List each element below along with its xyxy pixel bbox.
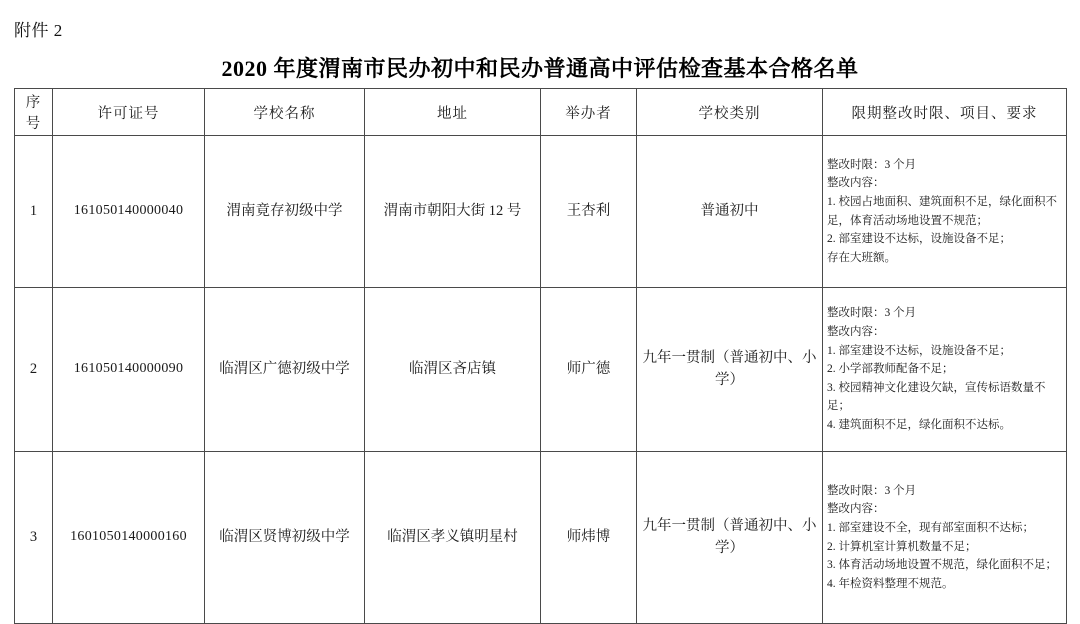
table-header-row xyxy=(15,89,1067,136)
requirement-line: 1. 校园占地面积、建筑面积不足，绿化面积不足，体育活动场地设置不规范； xyxy=(827,195,1057,227)
column-header-founder: 举办者 xyxy=(541,89,637,136)
approval-table xyxy=(14,88,1067,624)
cell-index: 1 xyxy=(15,136,53,288)
cell-address: 渭南市朝阳大街 12 号 xyxy=(365,136,541,288)
column-header-address: 地址 xyxy=(365,89,541,136)
cell-index: 2 xyxy=(15,288,53,452)
requirement-line: 4. 年检资料整理不规范。 xyxy=(827,577,954,590)
table-row xyxy=(15,136,1067,288)
cell-requirements xyxy=(823,288,1067,452)
column-header-type: 学校类别 xyxy=(637,89,823,136)
column-header-school: 学校名称 xyxy=(205,89,365,136)
cell-type: 普通初中 xyxy=(637,136,823,288)
cell-license: 161050140000040 xyxy=(53,136,205,288)
page-title: 2020 年度渭南市民办初中和民办普通高中评估检查基本合格名单 xyxy=(221,56,859,81)
cell-address: 临渭区吝店镇 xyxy=(365,288,541,452)
requirement-line: 4. 建筑面积不足，绿化面积不达标。 xyxy=(827,419,1011,432)
requirement-line: 1. 部室建设不全，现有部室面积不达标； xyxy=(827,521,1034,534)
requirement-line: 2. 计算机室计算机数量不足； xyxy=(827,540,977,553)
requirement-line: 3. 校园精神文化建设欠缺，宣传标语数量不足； xyxy=(827,381,1046,413)
requirement-line: 3. 体育活动场地设置不规范，绿化面积不足； xyxy=(827,559,1057,572)
table-container xyxy=(14,88,1066,624)
requirement-line: 1. 部室建设不达标，设施设备不足； xyxy=(827,344,1011,357)
cell-license: 161050140000090 xyxy=(53,288,205,452)
cell-founder: 王杏利 xyxy=(541,136,637,288)
requirement-line: 整改时限：3 个月 xyxy=(827,158,917,171)
cell-type: 九年一贯制（普通初中、小学） xyxy=(637,288,823,452)
requirement-line: 整改时限：3 个月 xyxy=(827,307,917,320)
cell-license: 1601050140000160 xyxy=(53,452,205,624)
requirement-line: 整改内容： xyxy=(827,177,885,190)
column-header-requirements: 限期整改时限、项目、要求 xyxy=(823,89,1067,136)
requirement-line: 整改内容： xyxy=(827,325,885,338)
requirement-line: 2. 部室建设不达标，设施设备不足； xyxy=(827,233,1011,246)
requirement-line: 存在大班额。 xyxy=(827,251,896,264)
cell-founder: 师广德 xyxy=(541,288,637,452)
cell-type: 九年一贯制（普通初中、小学） xyxy=(637,452,823,624)
cell-founder: 师炜博 xyxy=(541,452,637,624)
attachment-label: 附件 2 xyxy=(14,21,63,40)
table-row xyxy=(15,452,1067,624)
cell-school: 渭南竟存初级中学 xyxy=(205,136,365,288)
cell-requirements xyxy=(823,136,1067,288)
column-header-index: 序号 xyxy=(15,89,53,136)
cell-requirements xyxy=(823,452,1067,624)
column-header-license: 许可证号 xyxy=(53,89,205,136)
table-row xyxy=(15,288,1067,452)
cell-address: 临渭区孝义镇明星村 xyxy=(365,452,541,624)
requirement-line: 整改内容： xyxy=(827,503,885,516)
cell-index: 3 xyxy=(15,452,53,624)
cell-school: 临渭区贤博初级中学 xyxy=(205,452,365,624)
requirement-line: 2. 小学部教师配备不足； xyxy=(827,363,954,376)
cell-school: 临渭区广德初级中学 xyxy=(205,288,365,452)
requirement-line: 整改时限：3 个月 xyxy=(827,484,917,497)
